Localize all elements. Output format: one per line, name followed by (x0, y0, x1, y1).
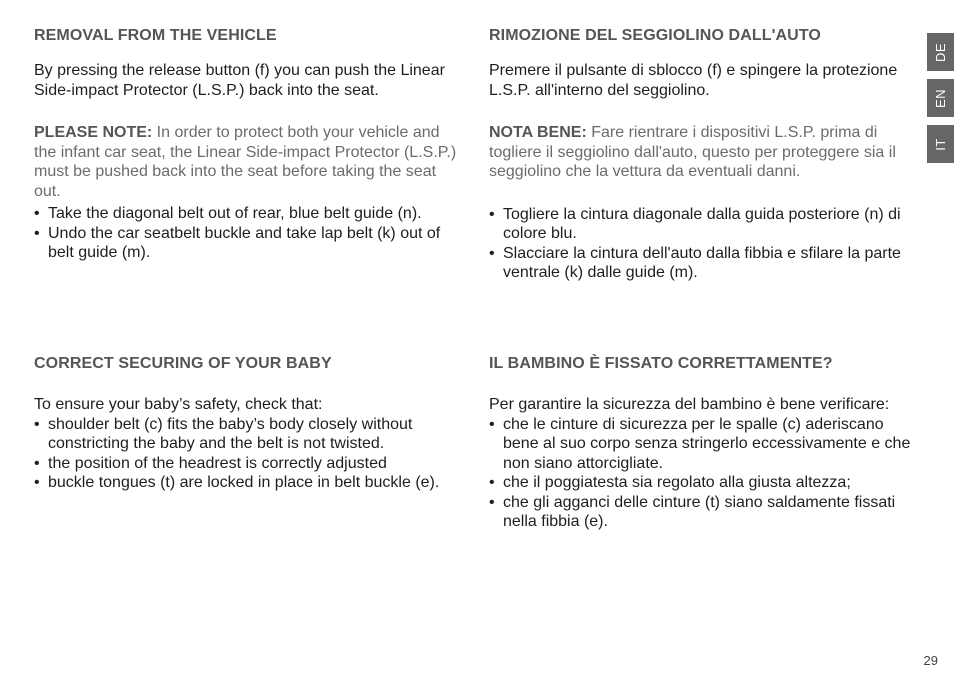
list-item: • Slacciare la cintura dell'auto dalla fibbia e sfilare la parte ventrale (k) dalle guide (m). (489, 244, 901, 281)
en-securing-list (34, 415, 466, 493)
list-item: • che il poggiatesta sia regolato alla giusta altezza; (489, 474, 851, 491)
en-securing-intro: To ensure your baby’s safety, check that: (34, 396, 323, 413)
it-securing-intro: Per garantire la sicurezza del bambino è bene verificare: (489, 396, 890, 413)
it-removal-note (489, 123, 921, 182)
en-removal-note (34, 123, 466, 201)
list-item: • che le cinture di sicurezza per le spalle (c) aderiscano bene al suo corpo senza stringerlo eccessivamente e che non siano attorcigliate. (489, 415, 911, 472)
it-removal-section (489, 27, 921, 283)
it-removal-intro: Premere il pulsante di sblocco (f) e spingere la protezione L.S.P. all'interno del seggiolino. (489, 62, 898, 99)
it-removal-heading: RIMOZIONE DEL SEGGIOLINO DALL'AUTO (489, 27, 821, 44)
list-item: • Undo the car seatbelt buckle and take lap belt (k) out of belt guide (m). (34, 224, 441, 261)
list-item: • Take the diagonal belt out of rear, blue belt guide (n). (34, 205, 422, 222)
en-securing-section (34, 355, 466, 493)
en-removal-heading: REMOVAL FROM THE VEHICLE (34, 27, 277, 44)
it-note-label: NOTA BENE: (489, 124, 587, 141)
it-securing-heading: IL BAMBINO È FISSATO CORRETTAMENTE? (489, 355, 833, 372)
it-securing-list (489, 415, 921, 532)
en-note-label: PLEASE NOTE: (34, 124, 153, 141)
tab-de[interactable]: DE (927, 33, 954, 71)
en-note-text: In order to protect both your vehicle and the infant car seat, the Linear Side-impact Protector (L.S.P.) must be pushed back into the seat before taking the seat out. (34, 124, 457, 200)
list-item: • the position of the headrest is correctly adjusted (34, 454, 387, 472)
list-item: • shoulder belt (c) fits the baby’s body closely without constricting the baby and the belt is not twisted. (34, 415, 413, 452)
tab-it[interactable]: IT (927, 125, 954, 163)
en-securing-heading: CORRECT SECURING OF YOUR BABY (34, 355, 332, 372)
tab-en[interactable]: EN (927, 79, 954, 117)
list-item: • Togliere la cintura diagonale dalla guida posteriore (n) di colore blu. (489, 205, 901, 242)
en-removal-section (34, 27, 466, 263)
en-removal-list (34, 204, 466, 263)
page-number: 29 (923, 653, 938, 668)
list-item: • che gli agganci delle cinture (t) siano saldamente fissati nella fibbia (e). (489, 493, 896, 530)
en-removal-intro: By pressing the release button (f) you can push the Linear Side-impact Protector (L.S.P.) back into the seat. (34, 62, 445, 99)
it-securing-section (489, 355, 921, 532)
list-item: • buckle tongues (t) are locked in place in belt buckle (e). (34, 474, 440, 491)
it-removal-list (489, 205, 921, 283)
it-note-text: Fare rientrare i dispositivi L.S.P. prima di togliere il seggiolino dall'auto, questo per proteggere sia il seggiolino che la vettura da eventuali danni. (489, 124, 896, 180)
